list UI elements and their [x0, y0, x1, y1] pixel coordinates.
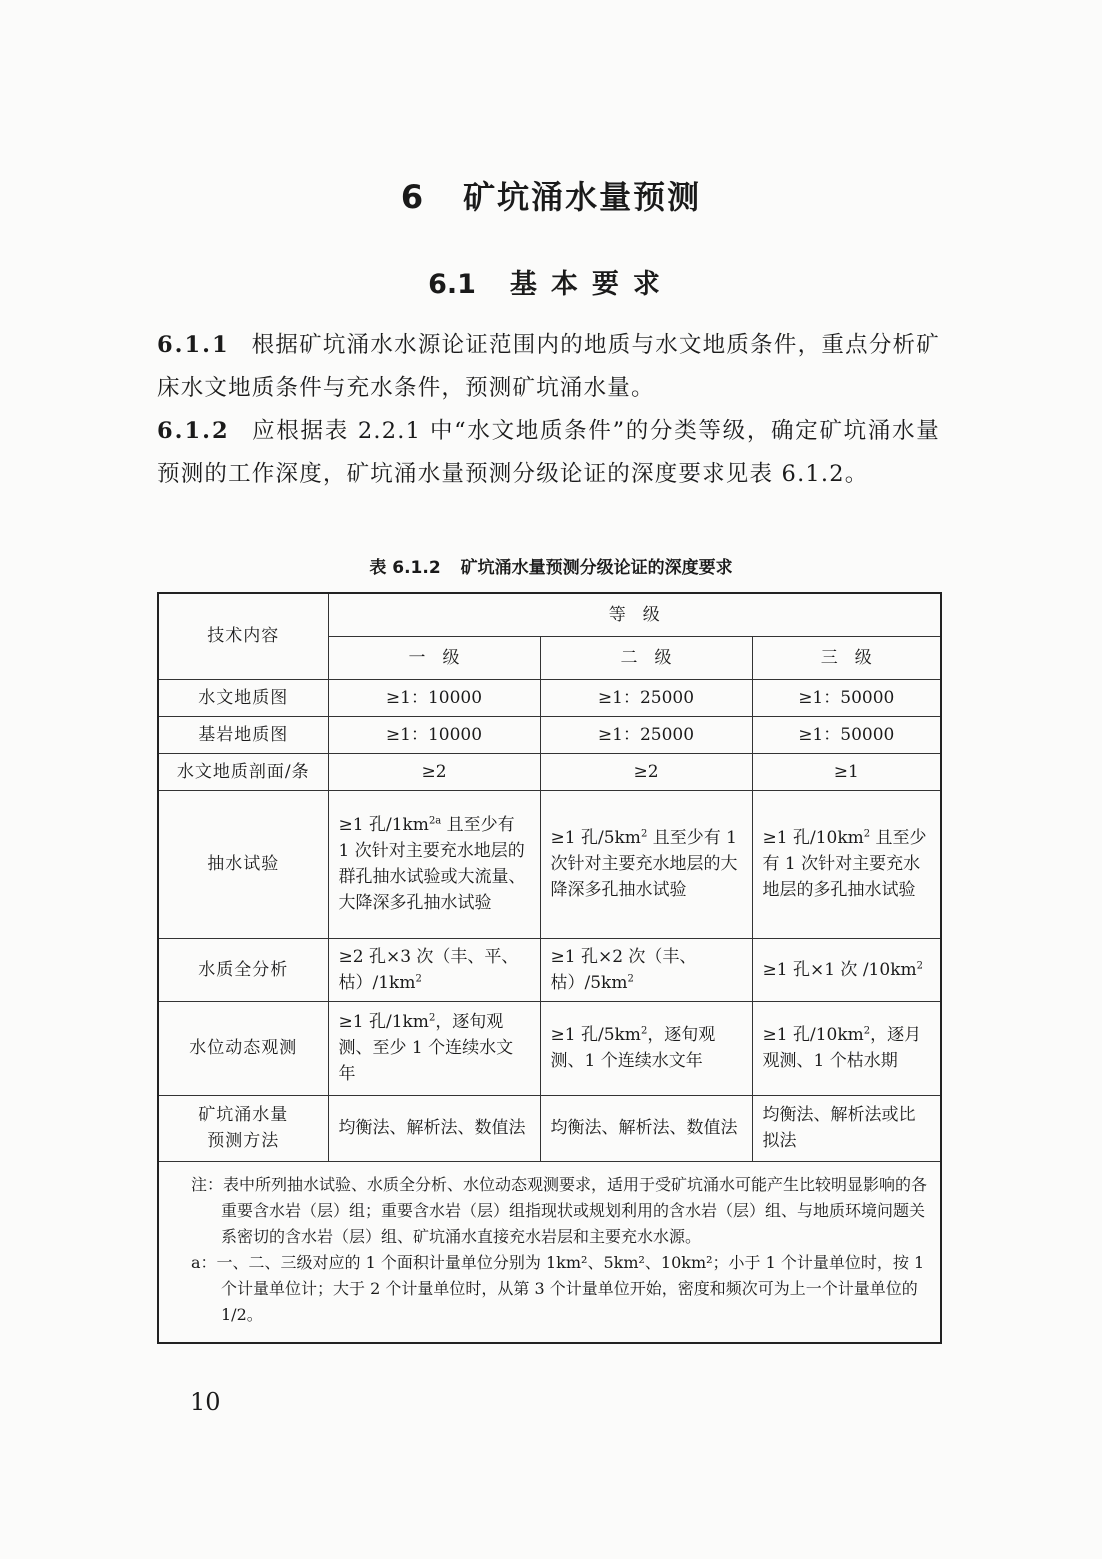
value-text: ≥1 孔/5km: [550, 828, 641, 848]
value-text: ≥1 孔/10km: [762, 1025, 864, 1045]
clause-number: 6.1.1: [157, 332, 230, 358]
row-item: 水位动态观测: [158, 1001, 328, 1095]
value-text: ≥1 孔/1km: [338, 815, 429, 835]
table-notes-row: [158, 1161, 941, 1343]
row-value: ≥1：50000: [752, 716, 941, 753]
row-value: ≥1：50000: [752, 679, 941, 716]
row-value: ≥1：25000: [540, 679, 752, 716]
row-value: 均衡法、解析法或比拟法: [752, 1095, 941, 1161]
clause-text: 根据矿坑涌水水源论证范围内的地质与水文地质条件，重点分析矿床水文地质条件与充水条件，预测矿坑涌水量。: [157, 332, 940, 401]
chapter-title: [0, 172, 1102, 218]
row-value: [540, 790, 752, 938]
table-row: [158, 938, 941, 1001]
table-caption-number: 表 6.1.2: [369, 558, 441, 578]
superscript: 2a: [428, 815, 442, 827]
page-number: 10: [190, 1388, 221, 1416]
value-text: 且至少有 1 次针对主要充水地层的大降深多孔抽水试验: [550, 828, 738, 900]
table-caption-title: 矿坑涌水量预测分级论证的深度要求: [460, 558, 733, 578]
table-note-a: a：一、二、三级对应的 1 个面积计量单位分别为 1km²、5km²、10km²；小于 1 个计量单位时，按 1 个计量单位计；大于 2 个计量单位时，从第 3 个计量单位开始，密度和频次可为上一个计量单位的 1/2。: [191, 1252, 925, 1324]
section-number: 6.1: [428, 269, 476, 300]
row-value: ≥1: [752, 753, 941, 790]
superscript: 2: [415, 972, 422, 984]
requirements-table: [157, 592, 942, 1344]
header-level-2: 二 级: [540, 636, 752, 679]
superscript: 2: [640, 828, 648, 840]
table-row: [158, 753, 941, 790]
clause-paragraph: [157, 324, 940, 410]
row-value: [540, 1001, 752, 1095]
row-item: 水文地质图: [158, 679, 328, 716]
row-item: 水文地质剖面/条: [158, 753, 328, 790]
superscript: 2: [863, 828, 871, 840]
table-row: [158, 716, 941, 753]
row-value: ≥1：10000: [328, 679, 540, 716]
value-text: 且至少有 1 次针对主要充水地层的群孔抽水试验或大流量、大降深多孔抽水试验: [338, 815, 526, 913]
row-value: [752, 938, 941, 1001]
value-text: 且至少有 1 次针对主要充水地层的多孔抽水试验: [762, 828, 927, 900]
superscript: 2: [640, 1025, 648, 1037]
row-value: [540, 938, 752, 1001]
chapter-number: 6: [400, 178, 426, 216]
superscript: 2: [916, 959, 923, 971]
table-row: [158, 1095, 941, 1161]
value-text: ≥1 孔×2 次（丰、枯）/5km: [550, 946, 697, 993]
value-text: ，逐月观测、1 个枯水期: [762, 1025, 922, 1071]
table-notes: [158, 1161, 941, 1343]
value-text: ≥1 孔/10km: [762, 828, 864, 848]
value-text: ≥1 孔×1 次 /10km: [762, 959, 917, 980]
table-row: [158, 679, 941, 716]
value-text: ，逐旬观测、1 个连续水文年: [550, 1025, 716, 1071]
table-note: 注：表中所列抽水试验、水质全分析、水位动态观测要求，适用于受矿坑涌水可能产生比较明显影响的各重要含水岩（层）组；重要含水岩（层）组指现状或规划利用的含水岩（层）组、与地质环境问题关系密切的含水岩（层）组、矿坑涌水直接充水岩层和主要充水水源。: [191, 1174, 928, 1246]
body-text: [157, 324, 940, 496]
row-item: 抽水试验: [158, 790, 328, 938]
clause-text: 应根据表 2.2.1 中“水文地质条件”的分类等级，确定矿坑涌水量预测的工作深度，矿坑涌水量预测分级论证的深度要求见表 6.1.2。: [157, 418, 940, 487]
table-caption: [0, 553, 1102, 578]
row-item: 水质全分析: [158, 938, 328, 1001]
row-value: [328, 790, 540, 938]
row-value: [328, 1001, 540, 1095]
clause-paragraph: [157, 410, 940, 496]
row-item-line: 预测方法: [207, 1131, 280, 1151]
row-value: ≥2: [540, 753, 752, 790]
table-header-row: [158, 593, 941, 636]
row-item-line: 矿坑涌水量: [198, 1105, 289, 1125]
header-level-3: 三 级: [752, 636, 941, 679]
row-value: 均衡法、解析法、数值法: [540, 1095, 752, 1161]
table-row: [158, 1001, 941, 1095]
row-value: [328, 938, 540, 1001]
row-item: 基岩地质图: [158, 716, 328, 753]
header-technical-content: 技术内容: [158, 593, 328, 679]
clause-number: 6.1.2: [157, 418, 230, 444]
row-item: [158, 1095, 328, 1161]
table-row: [158, 790, 941, 938]
value-text: ≥2 孔×3 次（丰、平、枯）/1km: [338, 946, 519, 993]
superscript: 2: [428, 1012, 436, 1024]
row-value: ≥2: [328, 753, 540, 790]
section-title-text: 基本要求: [509, 269, 674, 300]
row-value: [752, 1001, 941, 1095]
superscript: 2: [627, 972, 634, 984]
value-text: ，逐旬观测、至少 1 个连续水文年: [338, 1012, 514, 1084]
section-title: [0, 262, 1102, 301]
row-value: ≥1：25000: [540, 716, 752, 753]
header-level-1: 一 级: [328, 636, 540, 679]
row-value: 均衡法、解析法、数值法: [328, 1095, 540, 1161]
header-grade: 等 级: [328, 593, 941, 636]
value-text: ≥1 孔/1km: [338, 1012, 429, 1032]
value-text: ≥1 孔/5km: [550, 1025, 641, 1045]
row-value: [752, 790, 941, 938]
superscript: 2: [863, 1025, 871, 1037]
row-value: ≥1：10000: [328, 716, 540, 753]
chapter-title-text: 矿坑涌水量预测: [463, 178, 702, 216]
